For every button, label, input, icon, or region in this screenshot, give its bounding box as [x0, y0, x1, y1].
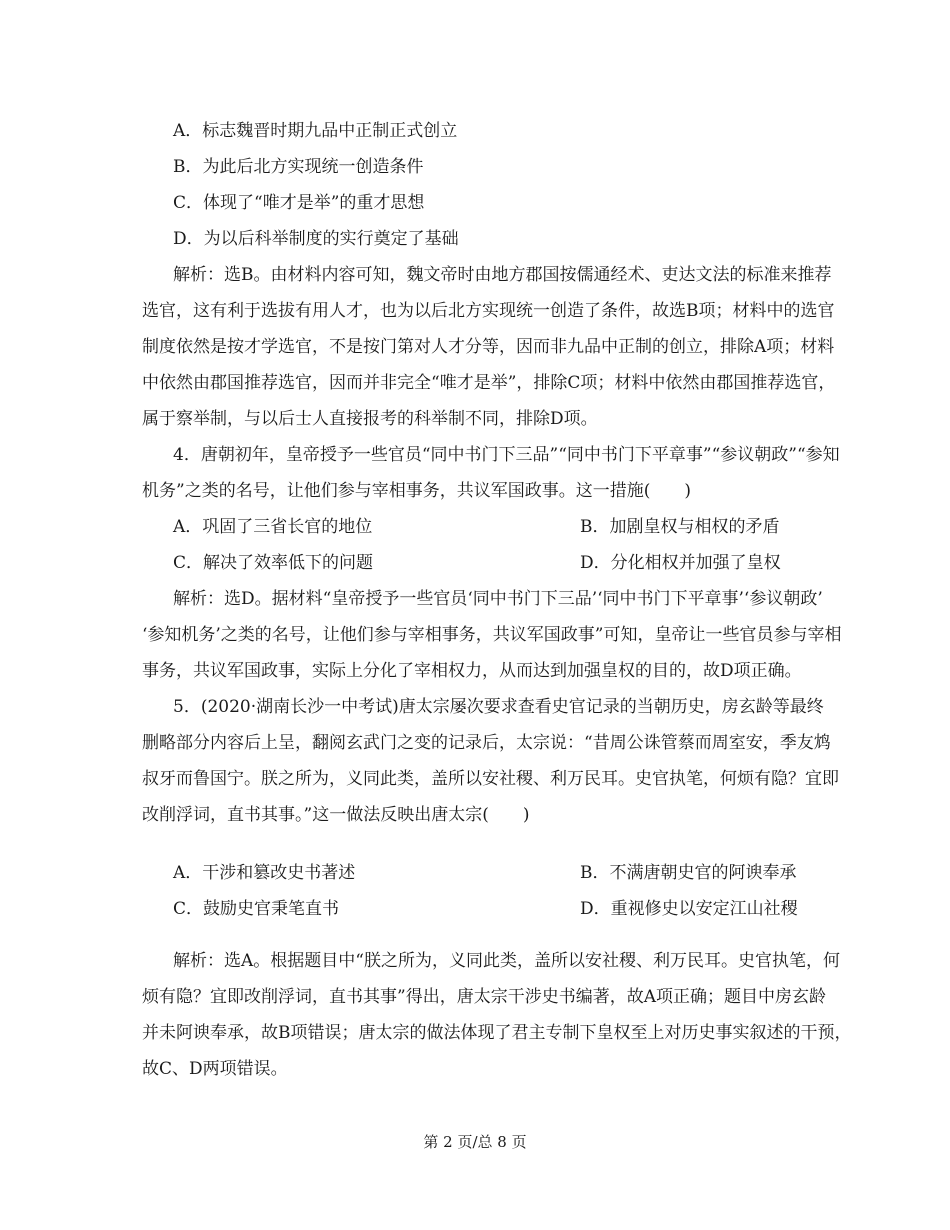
q4-stem-line: 机务”之类的名号，让他们参与宰相事务，共议军国政事。这一措施( )	[142, 481, 691, 501]
q5-stem-line: 5．(2020·湖南长沙一中考试)唐太宗屡次要求查看史官记录的当朝历史，房玄龄等最终	[173, 697, 824, 717]
q3-analysis-line: 选官，这有利于选拔有用人才，也为以后北方实现统一创造了条件，故选B项；材料中的选官	[142, 301, 835, 321]
q5-option-c: C．鼓励史官秉笔直书	[173, 899, 340, 919]
q5-stem-line: 叔牙而鲁国宁。朕之所为，义同此类，盖所以安社稷、利万民耳。史官执笔，何烦有隐？宜即	[142, 769, 839, 789]
q3-option-b: B．为此后北方实现统一创造条件	[173, 157, 424, 177]
q3-option-a: A．标志魏晋时期九品中正制正式创立	[173, 121, 458, 141]
q3-analysis-line: 解析：选B。由材料内容可知，魏文帝时由地方郡国按儒通经术、吏达文法的标准来推荐	[173, 265, 832, 285]
q3-analysis-line: 中依然由郡国推荐选官，因而并非完全“唯才是举”，排除C项；材料中依然由郡国推荐选官，	[142, 373, 836, 393]
q4-analysis-line: 事务，共议军国政事，实际上分化了宰相权力，从而达到加强皇权的目的，故D项正确。	[142, 661, 802, 681]
q3-option-c: C．体现了“唯才是举”的重才思想	[173, 193, 425, 213]
page-number: 第 2 页/总 8 页	[423, 1133, 527, 1151]
q4-analysis-line: 解析：选D。据材料“皇帝授予一些官员‘同中书门下三品’‘同中书门下平章事’‘参议朝政’	[173, 589, 823, 609]
q3-option-d: D．为以后科举制度的实行奠定了基础	[173, 229, 459, 249]
q4-option-a: A．巩固了三省长官的地位	[173, 517, 373, 537]
q5-option-b: B．不满唐朝史官的阿谀奉承	[580, 863, 797, 883]
q4-option-d: D．分化相权并加强了皇权	[580, 553, 781, 573]
q5-option-d: D．重视修史以安定江山社稷	[580, 899, 798, 919]
q5-stem-line: 删略部分内容后上呈，翻阅玄武门之变的记录后，太宗说：“昔周公诛管蔡而周室安，季友鸩	[142, 733, 831, 753]
q5-analysis-line: 解析：选A。根据题目中“朕之所为，义同此类，盖所以安社稷、利万民耳。史官执笔，何	[173, 951, 840, 971]
q3-analysis-line: 制度依然是按才学选官，不是按门第对人才分等，因而非九品中正制的创立，排除A项；材料	[142, 337, 835, 357]
q5-stem-line: 改削浮词，直书其事。”这一做法反映出唐太宗( )	[142, 805, 530, 825]
q5-option-a: A．干涉和篡改史书著述	[173, 863, 356, 883]
q5-analysis-line: 烦有隐？宜即改削浮词，直书其事”得出，唐太宗干涉史书编著，故A项正确；题目中房玄龄	[142, 987, 826, 1007]
q5-analysis-line: 并未阿谀奉承，故B项错误；唐太宗的做法体现了君主专制下皇权至上对历史事实叙述的干预，	[142, 1023, 852, 1043]
q4-stem-line: 4．唐朝初年，皇帝授予一些官员“同中书门下三品”“同中书门下平章事”“参议朝政”“参知	[173, 445, 840, 465]
q5-analysis-line: 故C、D两项错误。	[142, 1059, 288, 1079]
q4-option-c: C．解决了效率低下的问题	[173, 553, 374, 573]
q4-analysis-line: ‘参知机务’之类的名号，让他们参与宰相事务，共议军国政事”可知，皇帝让一些官员参与宰相	[142, 625, 842, 645]
q3-analysis-line: 属于察举制，与以后士人直接报考的科举制不同，排除D项。	[142, 409, 598, 429]
q4-option-b: B．加剧皇权与相权的矛盾	[580, 517, 780, 537]
